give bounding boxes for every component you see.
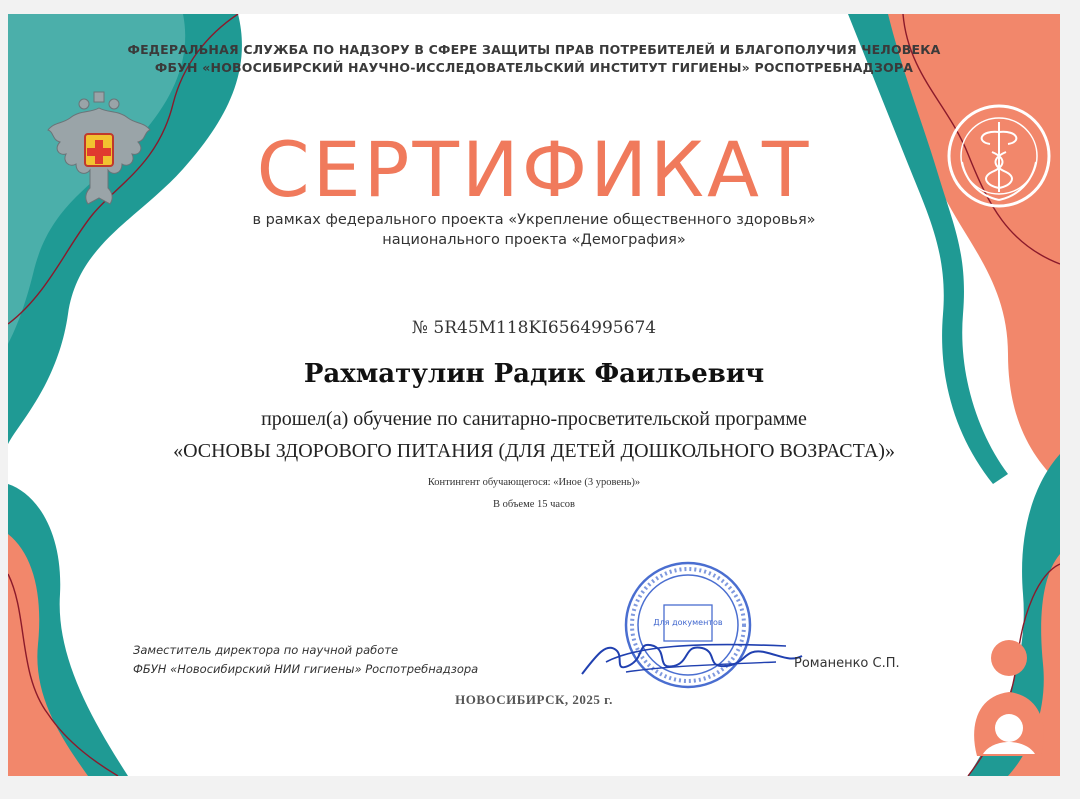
signatory-name: Романенко С.П. (794, 656, 900, 671)
city-and-year: НОВОСИБИРСК, 2025 г. (455, 692, 613, 707)
project-subtitle-line-2: национального проекта «Демография» (382, 232, 686, 248)
signatory-position-line-1: Заместитель директора по научной работе (133, 643, 399, 657)
organization-line-2: ФБУН «НОВОСИБИРСКИЙ НАУЧНО-ИССЛЕДОВАТЕЛЬСКИЙ ИНСТИТУТ ГИГИЕНЫ» РОСПОТРЕБНАДЗОРА (154, 60, 914, 75)
organization-line-1: ФЕДЕРАЛЬНАЯ СЛУЖБА ПО НАДЗОРУ В СФЕРЕ ЗАЩИТЫ ПРАВ ПОТРЕБИТЕЛЕЙ И БЛАГОПОЛУЧИЯ ЧЕЛОВЕКА (127, 42, 941, 57)
course-volume: В объеме 15 часов (493, 499, 575, 510)
program-name: «ОСНОВЫ ЗДОРОВОГО ПИТАНИЯ (ДЛЯ ДЕТЕЙ ДОШКОЛЬНОГО ВОЗРАСТА)» (173, 440, 895, 462)
recipient-name: Рахматулин Радик Фаильевич (303, 359, 765, 389)
certificate (8, 14, 1060, 776)
completion-statement: прошел(а) обучение по санитарно-просветительской программе (261, 408, 807, 430)
signatory-position (133, 641, 478, 679)
handwritten-signature (576, 626, 806, 686)
project-subtitle-line-1: в рамках федерального проекта «Укрепление общественного здоровья» (252, 212, 816, 228)
certificate-number: № 5R45M118KI6564995674 (411, 318, 657, 338)
contingent-text: Контингент обучающегося: «Иное (3 уровень)» (427, 477, 641, 488)
stamp-text: Для документов (653, 618, 723, 627)
certificate-title: СЕРТИФИКАТ (256, 125, 812, 214)
signatory-position-line-2: ФБУН «Новосибирский НИИ гигиены» Роспотребнадзора (133, 662, 479, 676)
person-figure-icon (963, 636, 1055, 762)
